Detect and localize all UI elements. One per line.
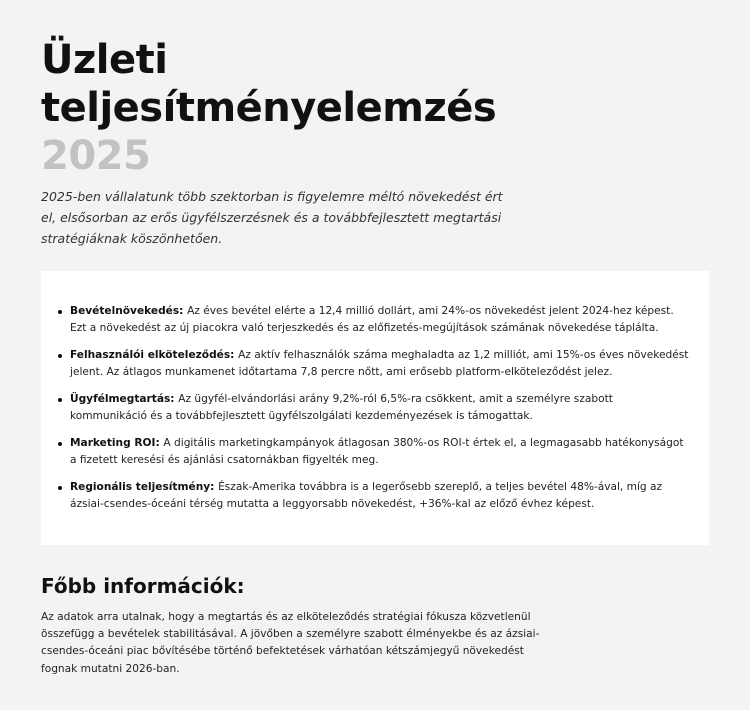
insights-heading: Főbb információk: <box>41 574 245 598</box>
bullet-icon <box>58 398 62 402</box>
metric-label: Ügyfélmegtartás: <box>70 393 179 405</box>
page-title <box>41 36 721 180</box>
bullet-icon <box>58 310 62 314</box>
metric-item-engagement <box>70 347 692 380</box>
bullet-icon <box>58 354 62 358</box>
metrics-list <box>70 303 692 523</box>
intro-paragraph: 2025-ben vállalatunk több szektorban is figyelemre méltó növekedést ért el, elsősorban az erős ügyfélszerzésnek és a továbbfejlesztett megtartási stratégiáknak köszönhetően. <box>41 189 503 246</box>
metric-text: Az ügyfél-elvándorlási arány 9,2%-ról 6,5%-ra csökkent, amit a személyre szabott kommunikáció és a továbbfejlesztett ügyfélszolgálati kezdeményezések is támogattak. <box>70 393 613 422</box>
metric-item-marketing-roi <box>70 435 692 468</box>
metric-text: Észak-Amerika továbbra is a legerősebb szereplő, a teljes bevétel 48%-ával, míg az ázsiai-csendes-óceáni térség mutatta a leggyorsabb növekedést, +36%-kal az előző évhez képest. <box>70 481 663 510</box>
metrics-card <box>41 271 709 545</box>
bullet-icon <box>58 442 62 446</box>
metric-text: Az aktív felhasználók száma meghaladta az 1,2 milliót, ami 15%-os éves növekedést jelent. Az átlagos munkamenet időtartama 7,8 percre nőtt, ami erősebb platform-elköteleződést jelez. <box>70 349 689 378</box>
metric-item-regional <box>70 479 692 512</box>
metric-text: A digitális marketingkampányok átlagosan 380%-os ROI-t értek el, a legmagasabb hatékonyságot a fizetett keresési és ajánlási csatornákban figyelték meg. <box>70 437 684 466</box>
metric-item-retention <box>70 391 692 424</box>
bullet-icon <box>58 486 62 490</box>
metric-label: Felhasználói elköteleződés: <box>70 349 239 361</box>
metric-label: Regionális teljesítmény: <box>70 481 219 493</box>
title-year: 2025 <box>41 133 151 179</box>
title-line-2: teljesítményelemzés <box>41 85 497 131</box>
insights-paragraph: Az adatok arra utalnak, hogy a megtartás és az elköteleződés stratégiai fókusza közvetlenül összefügg a bevételek stabilitásával. A jövőben a személyre szabott élményekbe és az ázsiai-csendes-óceáni piac bővítésébe történő befektetések várhatóan kétszámjegyű növekedést fognak mutatni 2026-ban. <box>41 611 540 675</box>
metric-item-revenue <box>70 303 692 336</box>
metric-text: Az éves bevétel elérte a 12,4 millió dollárt, ami 24%-os növekedést jelent 2024-hez képest. Ezt a növekedést az új piacokra való terjeszkedés és az előfizetés-megújítások számának növekedése táplálta. <box>70 305 674 334</box>
metric-label: Marketing ROI: <box>70 437 164 449</box>
metric-label: Bevételnövekedés: <box>70 305 188 317</box>
title-line-1: Üzleti <box>41 37 168 83</box>
